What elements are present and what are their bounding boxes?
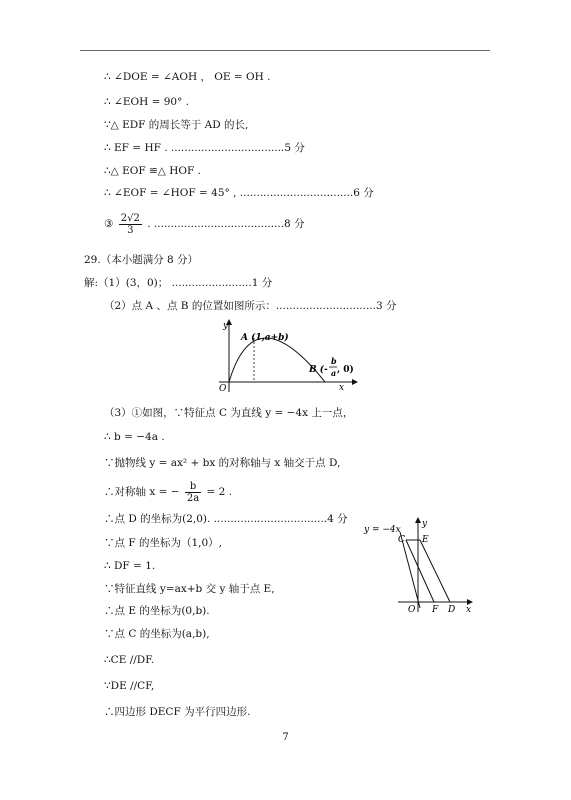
text-line-c-coord: ∵点 C 的坐标为(a,b), [104, 628, 210, 640]
point-b-label-suffix: , 0) [337, 365, 354, 375]
text-line-1: ∴ ∠DOE = ∠AOH ， OE = OH . [104, 71, 271, 83]
point-e-label: E [422, 535, 429, 545]
answer-part-1: 解:（1）(3，0)； ........................1 分 [84, 277, 273, 289]
fraction-2sqrt2-over-3 [119, 213, 142, 236]
point-d-label: D [448, 605, 456, 615]
text-line-parabola: ∵抛物线 y = ax² + bx 的对称轴与 x 轴交于点 D, [104, 457, 341, 469]
text-line-axis [104, 478, 232, 506]
fraction-numerator: b [185, 481, 201, 493]
parallelogram-figure [360, 512, 480, 616]
point-c-label: C [398, 535, 405, 545]
text-line-parallelogram: ∴四边形 DECF 为平行四边形. [104, 706, 251, 718]
point-b-fraction-denominator: a [331, 368, 337, 378]
text-line-3: ∵△ EDF 的周长等于 AD 的长, [104, 119, 249, 131]
text-line-ce-df: ∴CE //DF. [104, 654, 155, 666]
origin-label: O [408, 605, 416, 615]
text-line-de-cf: ∵DE //CF, [104, 680, 155, 692]
text-line-e-line: ∵特征直线 y=ax+b 交 y 轴于点 E, [104, 583, 275, 595]
text-line-e-coord: ∴点 E 的坐标为(0,b). [104, 605, 210, 617]
point-f-label: F [432, 605, 439, 615]
axis-suffix: = 2 . [206, 486, 233, 498]
x-axis-label: x [466, 605, 472, 615]
text-line-5: ∴△ EOF ≌△ HOF . [104, 165, 201, 177]
segment-ed [420, 540, 450, 602]
axis-prefix: ∴对称轴 x = − [104, 486, 180, 498]
point-a-label: A (1,a+b) [241, 333, 289, 343]
text-line-f-coord: ∵点 F 的坐标为（1,0）, [104, 537, 222, 549]
fraction-numerator: 2√2 [120, 212, 140, 224]
text-line-7 [104, 211, 305, 237]
page-number: 7 [282, 732, 289, 743]
fraction-denominator: 2a [186, 492, 200, 504]
text-line-2: ∴ ∠EOH = 90° . [104, 96, 190, 108]
parabola-figure [215, 316, 365, 394]
circled-number-3: ③ [104, 218, 114, 230]
text-line-4: ∴ EF = HF . ..................................5 分 [104, 142, 305, 154]
text-line-df: ∴ DF = 1. [104, 560, 156, 572]
fraction-b-over-2a [185, 481, 201, 504]
answer-part-2: （2）点 A 、点 B 的位置如图所示：..............................3 分 [104, 300, 397, 312]
point-b-fraction-numerator: b [331, 356, 337, 366]
y-axis-label: y [223, 321, 229, 331]
parabola-curve [229, 338, 325, 382]
fraction-denominator: 3 [127, 224, 134, 236]
answer-part-3: （3）①如图，∵特征点 C 为直线 y = −4x 上一点， [104, 407, 354, 419]
point-b-label-prefix: B (- [309, 365, 328, 375]
score-leader: . .......................................8 分 [147, 218, 305, 230]
origin-label: O [219, 384, 227, 394]
x-axis-label: x [339, 383, 345, 393]
y-axis-label: y [422, 519, 428, 529]
question-29-heading: 29.（本小题满分 8 分） [84, 254, 199, 266]
text-line-d-coord: ∴点 D 的坐标为(2,0). ..................................4 分 [104, 513, 348, 525]
text-line-6: ∴ ∠EOF = ∠HOF = 45° , ..................................6 分 [104, 187, 374, 199]
header-rule [80, 50, 490, 51]
text-line-b-eq: ∴ b = −4a . [104, 431, 165, 443]
line-label: y = −4x [364, 525, 401, 535]
